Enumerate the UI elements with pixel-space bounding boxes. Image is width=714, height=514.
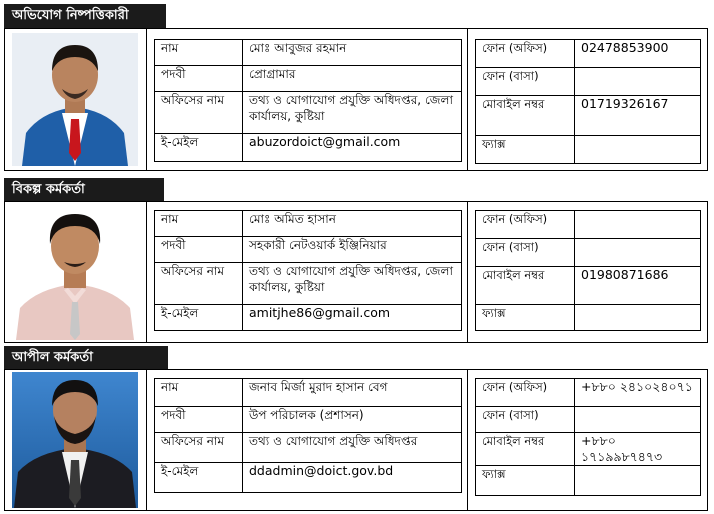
table-row <box>155 134 462 162</box>
office-label: অফিসের নাম <box>155 433 243 463</box>
office-phone-value: 02478853900 <box>575 40 701 68</box>
section-header: বিকল্প কর্মকর্তা <box>4 178 164 202</box>
office-value: তথ্য ও যোগাযোগ প্রযুক্তি অধিদপ্তর <box>243 433 462 463</box>
name-value: মোঃ অমিত হাসান <box>243 211 462 237</box>
table-row <box>155 40 462 66</box>
email-value: abuzordoict@gmail.com <box>243 134 462 162</box>
table-row <box>476 466 701 496</box>
designation-label: পদবী <box>155 407 243 433</box>
info-table <box>154 210 462 331</box>
table-row <box>155 305 462 331</box>
fax-label: ফ্যাক্স <box>476 466 575 496</box>
name-label: নাম <box>155 211 243 237</box>
designation-value: প্রোগ্রামার <box>243 66 462 92</box>
mobile-value: 01980871686 <box>575 267 701 305</box>
office-phone-label: ফোন (অফিস) <box>476 40 575 68</box>
fax-label: ফ্যাক্স <box>476 305 575 331</box>
name-label: নাম <box>155 379 243 407</box>
table-row <box>155 263 462 305</box>
home-phone-value <box>575 407 701 433</box>
info-cell <box>147 202 468 342</box>
table-row <box>476 267 701 305</box>
designation-value: উপ পরিচালক (প্রশাসন) <box>243 407 462 433</box>
office-phone-value: +৮৮০ ২৪১০২৪০৭১ <box>575 379 701 407</box>
table-row <box>476 433 701 466</box>
home-phone-label: ফোন (বাসা) <box>476 239 575 267</box>
mobile-label: মোবাইল নম্বর <box>476 433 575 466</box>
table-row <box>476 96 701 136</box>
table-row <box>155 237 462 263</box>
home-phone-value <box>575 239 701 267</box>
home-phone-label: ফোন (বাসা) <box>476 68 575 96</box>
table-row <box>476 407 701 433</box>
office-value: তথ্য ও যোগাযোগ প্রযুক্তি অধিদপ্তর, জেলা কার্যালয়, কুষ্টিয়া <box>243 92 462 134</box>
table-row <box>155 433 462 463</box>
office-phone-label: ফোন (অফিস) <box>476 379 575 407</box>
table-row <box>155 211 462 237</box>
officer-card <box>4 201 708 343</box>
contact-table <box>475 378 701 496</box>
officer-card <box>4 28 708 171</box>
email-value: amitjhe86@gmail.com <box>243 305 462 331</box>
table-row <box>476 136 701 164</box>
table-row <box>155 379 462 407</box>
table-row <box>155 463 462 493</box>
section-alternate-officer <box>0 176 714 344</box>
office-label: অফিসের নাম <box>155 92 243 134</box>
email-value: ddadmin@doict.gov.bd <box>243 463 462 493</box>
name-label: নাম <box>155 40 243 66</box>
home-phone-value <box>575 68 701 96</box>
table-row <box>476 211 701 239</box>
office-phone-value <box>575 211 701 239</box>
table-row <box>476 305 701 331</box>
section-appeal-officer <box>0 344 714 512</box>
email-label: ই-মেইল <box>155 134 243 162</box>
mobile-value: +৮৮০ ১৭১৯৯৮৭৪৭৩ <box>575 433 701 466</box>
fax-value <box>575 305 701 331</box>
email-label: ই-মেইল <box>155 463 243 493</box>
photo-cell <box>5 202 147 342</box>
table-row <box>476 379 701 407</box>
mobile-value: 01719326167 <box>575 96 701 136</box>
name-value: মোঃ আবুজর রহমান <box>243 40 462 66</box>
table-row <box>155 66 462 92</box>
table-row <box>476 68 701 96</box>
info-table <box>154 39 462 162</box>
designation-value: সহকারী নেটওয়ার্ক ইঞ্জিনিয়ার <box>243 237 462 263</box>
officer-card <box>4 369 708 511</box>
contact-table <box>475 210 701 331</box>
table-row <box>155 407 462 433</box>
designation-label: পদবী <box>155 237 243 263</box>
fax-value <box>575 136 701 164</box>
home-phone-label: ফোন (বাসা) <box>476 407 575 433</box>
section-header: আপীল কর্মকর্তা <box>4 346 168 370</box>
officer-photo <box>12 33 138 166</box>
officer-photo <box>12 204 138 340</box>
contact-table <box>475 39 701 164</box>
photo-cell <box>5 370 147 510</box>
table-row <box>476 239 701 267</box>
office-phone-label: ফোন (অফিস) <box>476 211 575 239</box>
info-table <box>154 378 462 493</box>
email-label: ই-মেইল <box>155 305 243 331</box>
fax-value <box>575 466 701 496</box>
name-value: জনাব মির্জা মুরাদ হাসান বেগ <box>243 379 462 407</box>
fax-label: ফ্যাক্স <box>476 136 575 164</box>
info-cell <box>147 29 468 170</box>
info-cell <box>147 370 468 510</box>
mobile-label: মোবাইল নম্বর <box>476 96 575 136</box>
office-label: অফিসের নাম <box>155 263 243 305</box>
mobile-label: মোবাইল নম্বর <box>476 267 575 305</box>
photo-cell <box>5 29 147 170</box>
section-complaint-officer <box>0 0 714 172</box>
table-row <box>476 40 701 68</box>
designation-label: পদবী <box>155 66 243 92</box>
section-header: অভিযোগ নিষ্পত্তিকারী <box>4 4 166 28</box>
officer-photo <box>12 372 138 508</box>
table-row <box>155 92 462 134</box>
office-value: তথ্য ও যোগাযোগ প্রযুক্তি অধিদপ্তর, জেলা কার্যালয়, কুষ্টিয়া <box>243 263 462 305</box>
